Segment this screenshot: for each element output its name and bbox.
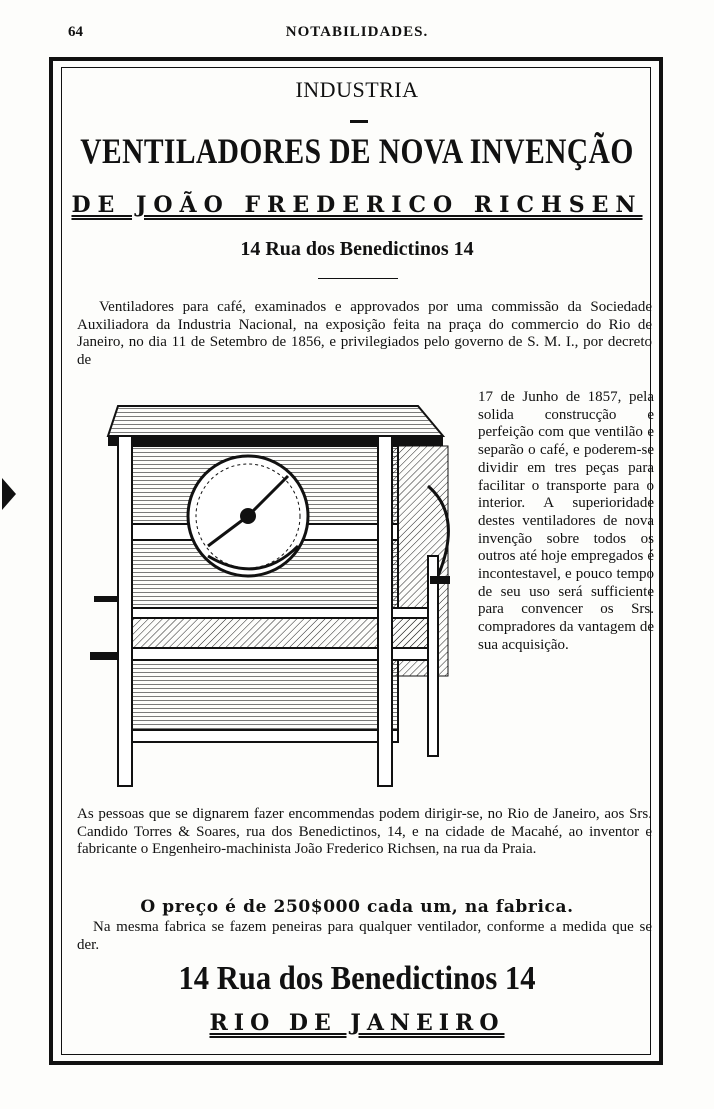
advert-headline: VENTILADORES DE NOVA INVENÇÃO <box>80 131 634 171</box>
divider-rule <box>318 278 398 279</box>
page-number: 64 <box>68 24 83 40</box>
paragraph-sieves: Na mesma fabrica se fazem peneiras para qualquer ventilador, conforme a medida que se der. <box>77 919 652 953</box>
ventilator-illustration <box>88 396 468 794</box>
inventor-name: DE JOÃO FREDERICO RICHSEN <box>71 192 643 218</box>
section-heading: INDUSTRIA <box>295 77 419 102</box>
price-line: O preço é de 250$000 cada um, na fabrica. <box>140 897 574 917</box>
address-bottom: 14 Rua dos Benedictinos 14 <box>178 960 536 997</box>
running-title: NOTABILIDADES. <box>285 24 429 40</box>
heading-dash <box>350 120 368 123</box>
city-name: RIO DE JANEIRO <box>209 1010 505 1036</box>
margin-mark <box>2 478 16 510</box>
paragraph-side: 17 de Junho de 1857, pela solida construcção e perfeição com que ventilão e separão o café, e poderem-se dividir em tres peças para facilitar o transporte para o interior. A superioridade destes ventiladores de nova invenção sobre todos os outros até hoje empregados é incontestavel, e pouco tempo de seu uso será sufficiente para convencer os Srs. compradores da vantagem de sua acquisição. <box>478 389 654 653</box>
paragraph-bottom: As pessoas que se dignarem fazer encommendas podem dirigir-se, no Rio de Janeiro, aos Srs. Candido Torres & Soares, rua dos Benedictinos, 14, e na cidade de Macahé, ao inventor e fabricante o Engenheiro-machinista João Frederico Richsen, na rua da Praia. <box>77 806 652 858</box>
paragraph-top: Ventiladores para café, examinados e approvados por uma commissão da Sociedade Auxiliadora da Industria Nacional, na exposição feita na praça do commercio do Rio de Janeiro, no dia 11 de Setembro de 1856, e privilegiados pelo governo de S. M. I., por decreto de <box>77 299 652 369</box>
address-top: 14 Rua dos Benedictinos 14 <box>240 238 474 260</box>
